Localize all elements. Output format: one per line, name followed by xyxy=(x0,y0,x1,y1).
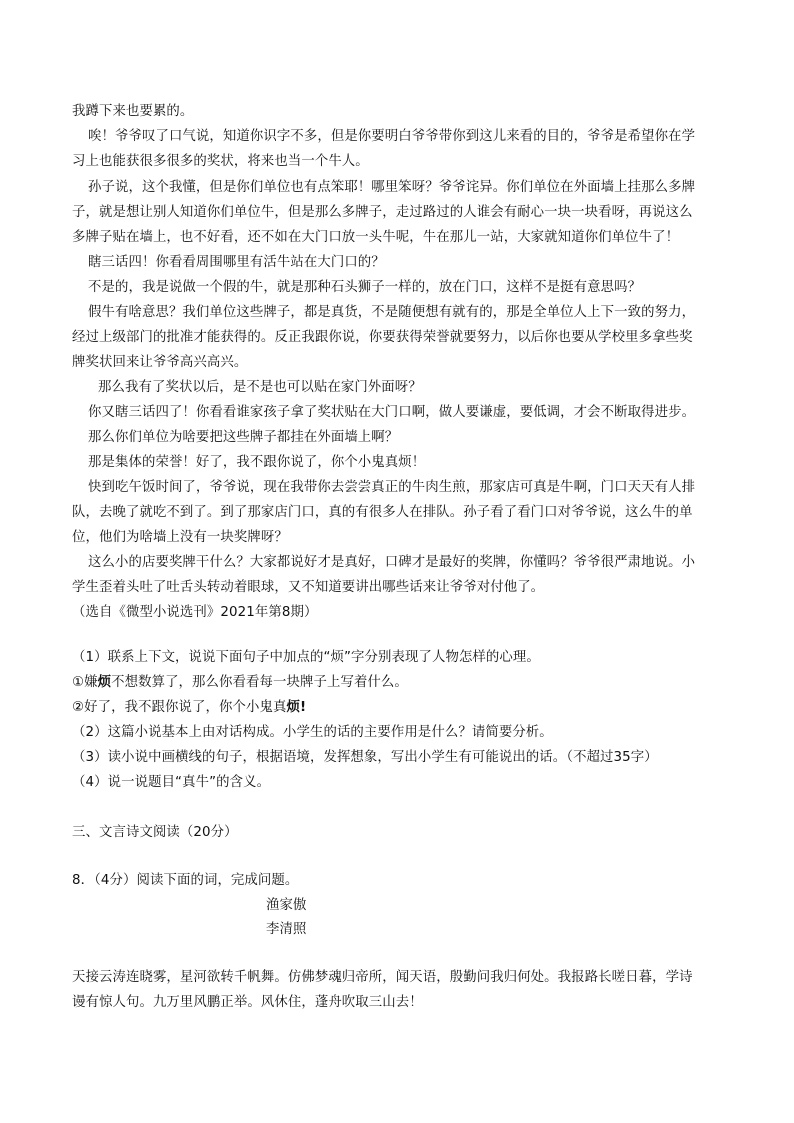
passage-line: 学生歪着头吐了吐舌头转动着眼球，又不知道要讲出哪些话来让爷爷对付他了。 xyxy=(72,580,545,595)
passage-line: 唉！爷爷叹了口气说，知道你识字不多，但是你要明白爷爷带你到这儿来看的目的，爷爷是希望你在学 xyxy=(88,129,696,144)
question-8: 8．（4分）阅读下面的词，完成问题。 xyxy=(72,873,299,888)
sentence-text: ②好了，我不跟你说了，你个小鬼真 xyxy=(72,700,287,715)
question-1-sentence-b xyxy=(72,698,306,718)
passage-line: 多牌子贴在墙上，也不好看，还不如在大门口放一头牛呢，牛在那儿一站，大家就知道你们单位牛了！ xyxy=(72,230,680,245)
section-heading: 三、文言诗文阅读（20分） xyxy=(72,825,238,840)
passage-line: 你又瞎三话四了！你看看谁家孩子拿了奖状贴在大门口啊，做人要谦虚，要低调，才会不断取得进步。 xyxy=(88,405,696,420)
passage-line: 孙子说，这个我懂，但是你们单位也有点笨耶！哪里笨呀？爷爷诧异。你们单位在外面墙上挂那么多牌 xyxy=(88,180,696,195)
poem-title: 渔家傲 xyxy=(266,898,307,913)
source-citation: （选自《微型小说选刊》2021年第8期） xyxy=(72,605,318,620)
passage-line: 子，就是想让别人知道你们单位牛，但是那么多牌子，走过路过的人谁会有耐心一块一块看呀，再说这么 xyxy=(72,205,693,220)
poem-author: 李清照 xyxy=(266,922,307,937)
dotted-character: 烦 xyxy=(97,675,112,690)
passage-line: 不是的，我是说做一个假的牛，就是那种石头狮子一样的，放在门口，这样不是挺有意思吗？ xyxy=(88,280,642,295)
question-3: （3）读小说中画横线的句子，根据语境，发挥想象，写出小学生有可能说出的话。（不超过35字） xyxy=(72,750,658,765)
passage-line: 位，他们为啥墙上没有一块奖牌呀？ xyxy=(72,530,288,545)
question-2: （2）这篇小说基本上由对话构成。小学生的话的主要作用是什么？请简要分析。 xyxy=(72,725,553,740)
passage-line: 队，去晚了就吃不到了。到了那家店门口，真的有很多人在排队。孙子看了看门口对爷爷说，这么牛的单 xyxy=(72,505,693,520)
passage-line: 习上也能获很多很多的奖状，将来也当一个牛人。 xyxy=(72,154,369,169)
passage-line: 瞎三话四！你看看周围哪里有活牛站在大门口的？ xyxy=(88,255,385,270)
passage-line: 那么你们单位为啥要把这些牌子都挂在外面墙上啊？ xyxy=(88,430,399,445)
dotted-character: 烦 xyxy=(286,700,300,715)
sentence-text: ! xyxy=(299,700,307,715)
passage-line: 快到吃午饭时间了，爷爷说，现在我带你去尝尝真正的牛肉生煎，那家店可真是牛啊，门口天天有人排 xyxy=(88,480,696,495)
passage-line: 这么小的店要奖牌干什么？大家都说好才是真好，口碑才是最好的奖牌，你懂吗？爷爷很严肃地说。小 xyxy=(88,555,696,570)
passage-line: 假牛有啥意思？我们单位这些牌子，都是真货，不是随便想有就有的，那是全单位人上下一致的努力， xyxy=(88,305,696,320)
question-1-sentence-a xyxy=(72,673,408,693)
poem-line: 天接云涛连晓雾，星河欲转千帆舞。仿佛梦魂归帝所，闻天语，殷勤问我归何处。我报路长嗟日暮，学诗 xyxy=(72,970,693,985)
passage-line: 那是集体的荣誉！好了，我不跟你说了，你个小鬼真烦！ xyxy=(88,455,426,470)
poem-line: 谩有惊人句。九万里风鹏正举。风休住，蓬舟吹取三山去！ xyxy=(72,995,423,1010)
passage-line: 我蹲下来也要累的。 xyxy=(72,104,194,119)
passage-line: 经过上级部门的批准才能获得的。反正我跟你说，你要获得荣誉就要努力，以后你也要从学校里多拿些奖 xyxy=(72,330,693,345)
question-1: （1）联系上下文，说说下面句子中加点的“烦”字分别表现了人物怎样的心理。 xyxy=(72,650,540,665)
passage-line: 牌奖状回来让爷爷高兴高兴。 xyxy=(72,355,248,370)
passage-line: 那么我有了奖状以后，是不是也可以贴在家门外面呀？ xyxy=(98,380,422,395)
question-4: （4）说一说题目“真牛”的含义。 xyxy=(72,775,271,790)
sentence-text: 不想数算了，那么你看看每一块牌子上写着什么。 xyxy=(111,675,408,690)
sentence-text: ①嫌 xyxy=(72,675,98,690)
